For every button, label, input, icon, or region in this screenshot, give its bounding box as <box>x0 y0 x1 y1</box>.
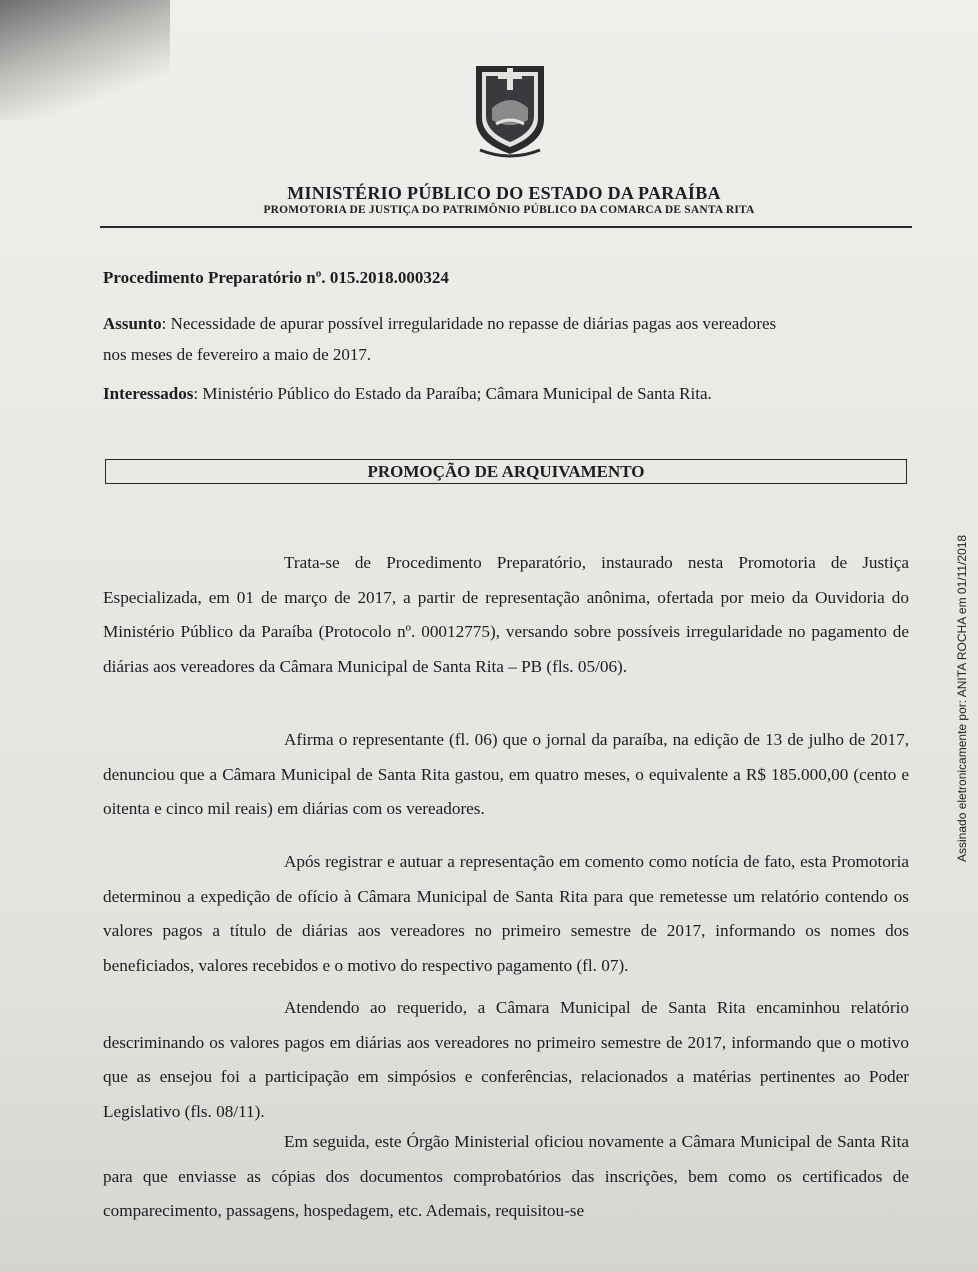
subject-label: Assunto <box>103 314 162 333</box>
page-shadow <box>0 0 170 120</box>
interested-label: Interessados <box>103 384 194 403</box>
institution-title: MINISTÉRIO PÚBLICO DO ESTADO DA PARAÍBA <box>287 183 721 203</box>
section-title-box <box>105 459 907 484</box>
paragraph-1: Trata-se de Procedimento Preparatório, instaurado nesta Promotoria de Justiça Especializada, em 01 de março de 2017, a partir de representação anônima, ofertada por meio da Ouvidoria do Ministério Público da Paraíba (Protocolo nº. 00012775), versando sobre possíveis irregularidade no pagamento de diárias aos vereadores da Câmara Municipal de Santa Rita – PB (fls. 05/06). <box>103 553 909 676</box>
signature-text: Assinado eletronicamente por: ANITA ROCHA em 01/11/2018 <box>955 534 969 862</box>
subject-line-2: nos meses de fevereiro a maio de 2017. <box>103 345 372 364</box>
paragraph-5: Em seguida, este Órgão Ministerial oficiou novamente a Câmara Municipal de Santa Rita para que enviasse as cópias dos documentos comprobatórios das inscrições, bem como os certificados de comparecimento, passagens, hospedagem, etc. Ademais, requisitou-se <box>103 1132 909 1221</box>
interested-text: : Ministério Público do Estado da Paraíba; Câmara Municipal de Santa Rita. <box>193 384 712 403</box>
institution-subtitle: PROMOTORIA DE JUSTIÇA DO PATRIMÔNIO PÚBLICO DA COMARCA DE SANTA RITA <box>263 204 755 216</box>
header-divider <box>100 226 912 228</box>
paragraph-3: Após registrar e autuar a representação em comento como notícia de fato, esta Promotoria determinou a expedição de ofício à Câmara Municipal de Santa Rita para que remetesse um relatório contendo os valores pagos a título de diárias aos vereadores no primeiro semestre de 2017, informando os nomes dos beneficiados, valores recebidos e o motivo do respectivo pagamento (fl. 07). <box>103 852 909 975</box>
subject-text-1: : Necessidade de apurar possível irregularidade no repasse de diárias pagas aos vereadores <box>161 314 777 333</box>
procedure-number: Procedimento Preparatório nº. 015.2018.000324 <box>103 268 449 287</box>
interested-line <box>103 384 712 404</box>
section-title: PROMOÇÃO DE ARQUIVAMENTO <box>367 462 645 481</box>
electronic-signature <box>955 534 969 876</box>
coat-of-arms-icon <box>470 58 550 158</box>
paragraph-4: Atendendo ao requerido, a Câmara Municipal de Santa Rita encaminhou relatório descriminando os valores pagos em diárias aos vereadores no primeiro semestre de 2017, informando que o motivo que as ensejou foi a participação em simpósios e conferências, relacionados a matérias pertinentes ao Poder Legislativo (fls. 08/11). <box>103 998 909 1121</box>
paragraph-2: Afirma o representante (fl. 06) que o jornal da paraíba, na edição de 13 de julho de 2017, denunciou que a Câmara Municipal de Santa Rita gastou, em quatro meses, o equivalente a R$ 185.000,00 (cento e oitenta e cinco mil reais) em diárias com os vereadores. <box>103 730 909 819</box>
subject-line-1 <box>103 314 776 334</box>
